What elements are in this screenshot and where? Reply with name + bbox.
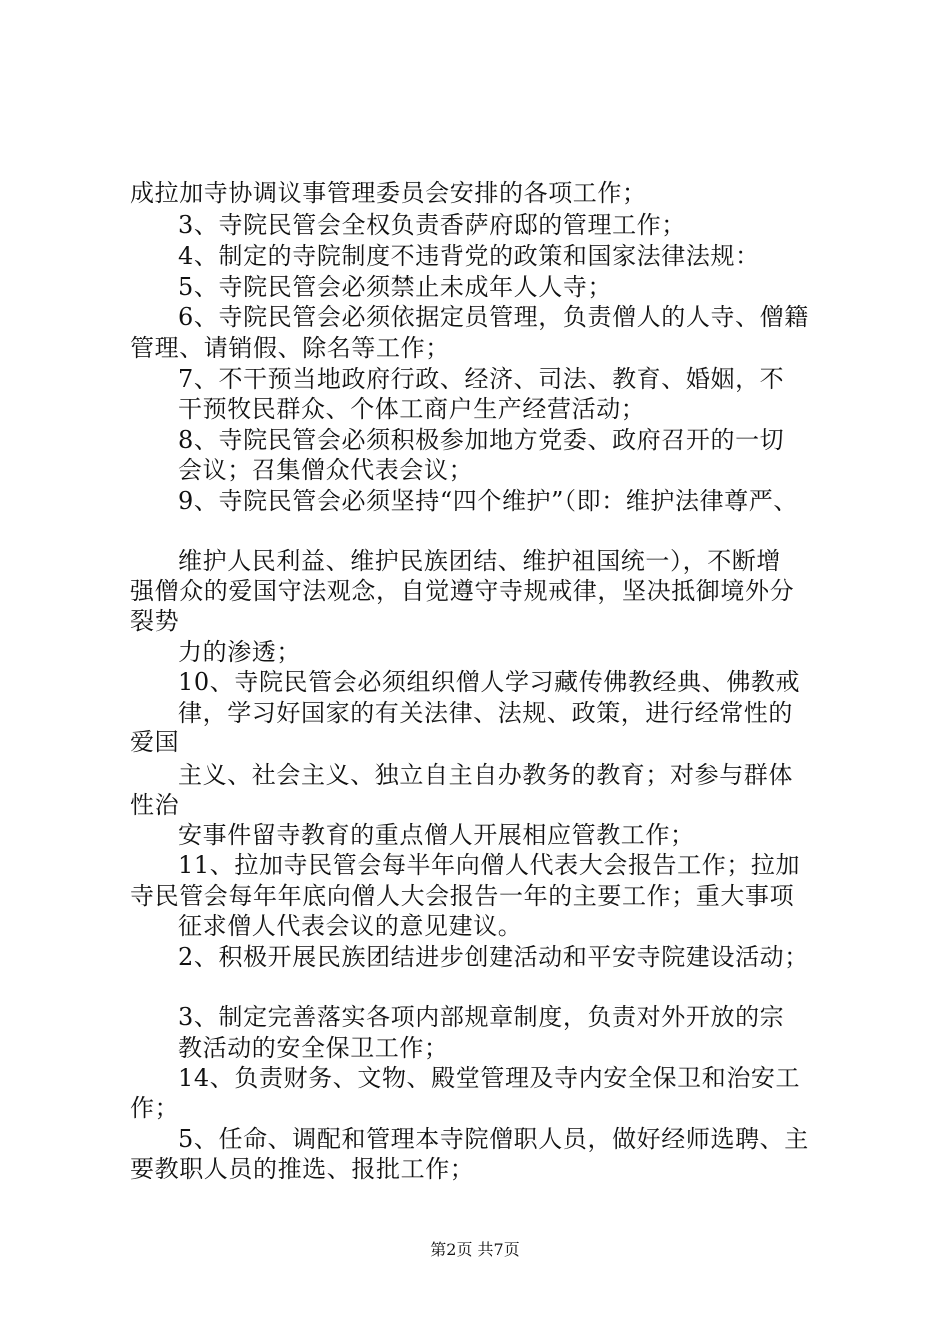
text-line: 14、负责财务、文物、殿堂管理及寺内安全保卫和治安工 — [178, 1064, 801, 1092]
text-line: 力的渗透； — [178, 638, 301, 666]
text-line: 律，学习好国家的有关法律、法规、政策，进行经常性的 — [178, 699, 793, 727]
text-line: 安事件留寺教育的重点僧人开展相应管教工作； — [178, 821, 695, 849]
page-number: 第2页 共7页 — [430, 1240, 520, 1259]
text-line: 9、寺院民管会必须坚持“四个维护”（即：维护法律尊严、 — [178, 487, 799, 515]
text-line: 6、寺院民管会必须依据定员管理，负责僧人的人寺、僧籍 — [178, 303, 809, 331]
text-line: 维护人民利益、维护民族团结、维护祖国统一），不断增 — [178, 547, 781, 575]
text-line: 性治 — [130, 791, 180, 819]
text-line: 3、制定完善落实各项内部规章制度，负责对外开放的宗 — [178, 1003, 785, 1031]
text-line: 主义、社会主义、独立自主自办教务的教育；对参与群体 — [178, 761, 793, 789]
text-line: 5、任命、调配和管理本寺院僧职人员，做好经师选聘、主 — [178, 1125, 809, 1153]
text-line: 爱国 — [130, 728, 180, 756]
text-line: 会议；召集僧众代表会议； — [178, 456, 474, 484]
text-line: 5、寺院民管会必须禁止未成年人人寺； — [178, 273, 613, 301]
text-line: 2、积极开展民族团结进步创建活动和平安寺院建设活动； — [178, 943, 809, 971]
text-line: 10、寺院民管会必须组织僧人学习藏传佛教经典、佛教戒 — [178, 668, 801, 696]
text-line: 裂势 — [130, 607, 180, 635]
text-line: 7、不干预当地政府行政、经济、司法、教育、婚姻，不 — [178, 365, 785, 393]
text-line: 11、拉加寺民管会每半年向僧人代表大会报告工作；拉加 — [178, 851, 801, 879]
text-line: 教活动的安全保卫工作； — [178, 1034, 449, 1062]
text-line: 4、制定的寺院制度不违背党的政策和国家法律法规： — [178, 242, 760, 270]
text-line: 寺民管会每年年底向僧人大会报告一年的主要工作；重大事项 — [130, 882, 795, 910]
text-line: 要教职人员的推选、报批工作； — [130, 1155, 475, 1183]
text-line: 管理、请销假、除名等工作； — [130, 334, 450, 362]
text-line: 干预牧民群众、个体工商户生产经营活动； — [178, 395, 646, 423]
text-line: 3、寺院民管会全权负责香萨府邸的管理工作； — [178, 211, 686, 239]
text-line: 作； — [130, 1094, 180, 1122]
text-line: 成拉加寺协调议事管理委员会安排的各项工作； — [130, 179, 647, 207]
text-line: 强僧众的爱国守法观念，自觉遵守寺规戒律，坚决抵御境外分 — [130, 577, 795, 605]
text-line: 8、寺院民管会必须积极参加地方党委、政府召开的一切 — [178, 426, 785, 454]
text-line: 征求僧人代表会议的意见建议。 — [178, 912, 523, 940]
